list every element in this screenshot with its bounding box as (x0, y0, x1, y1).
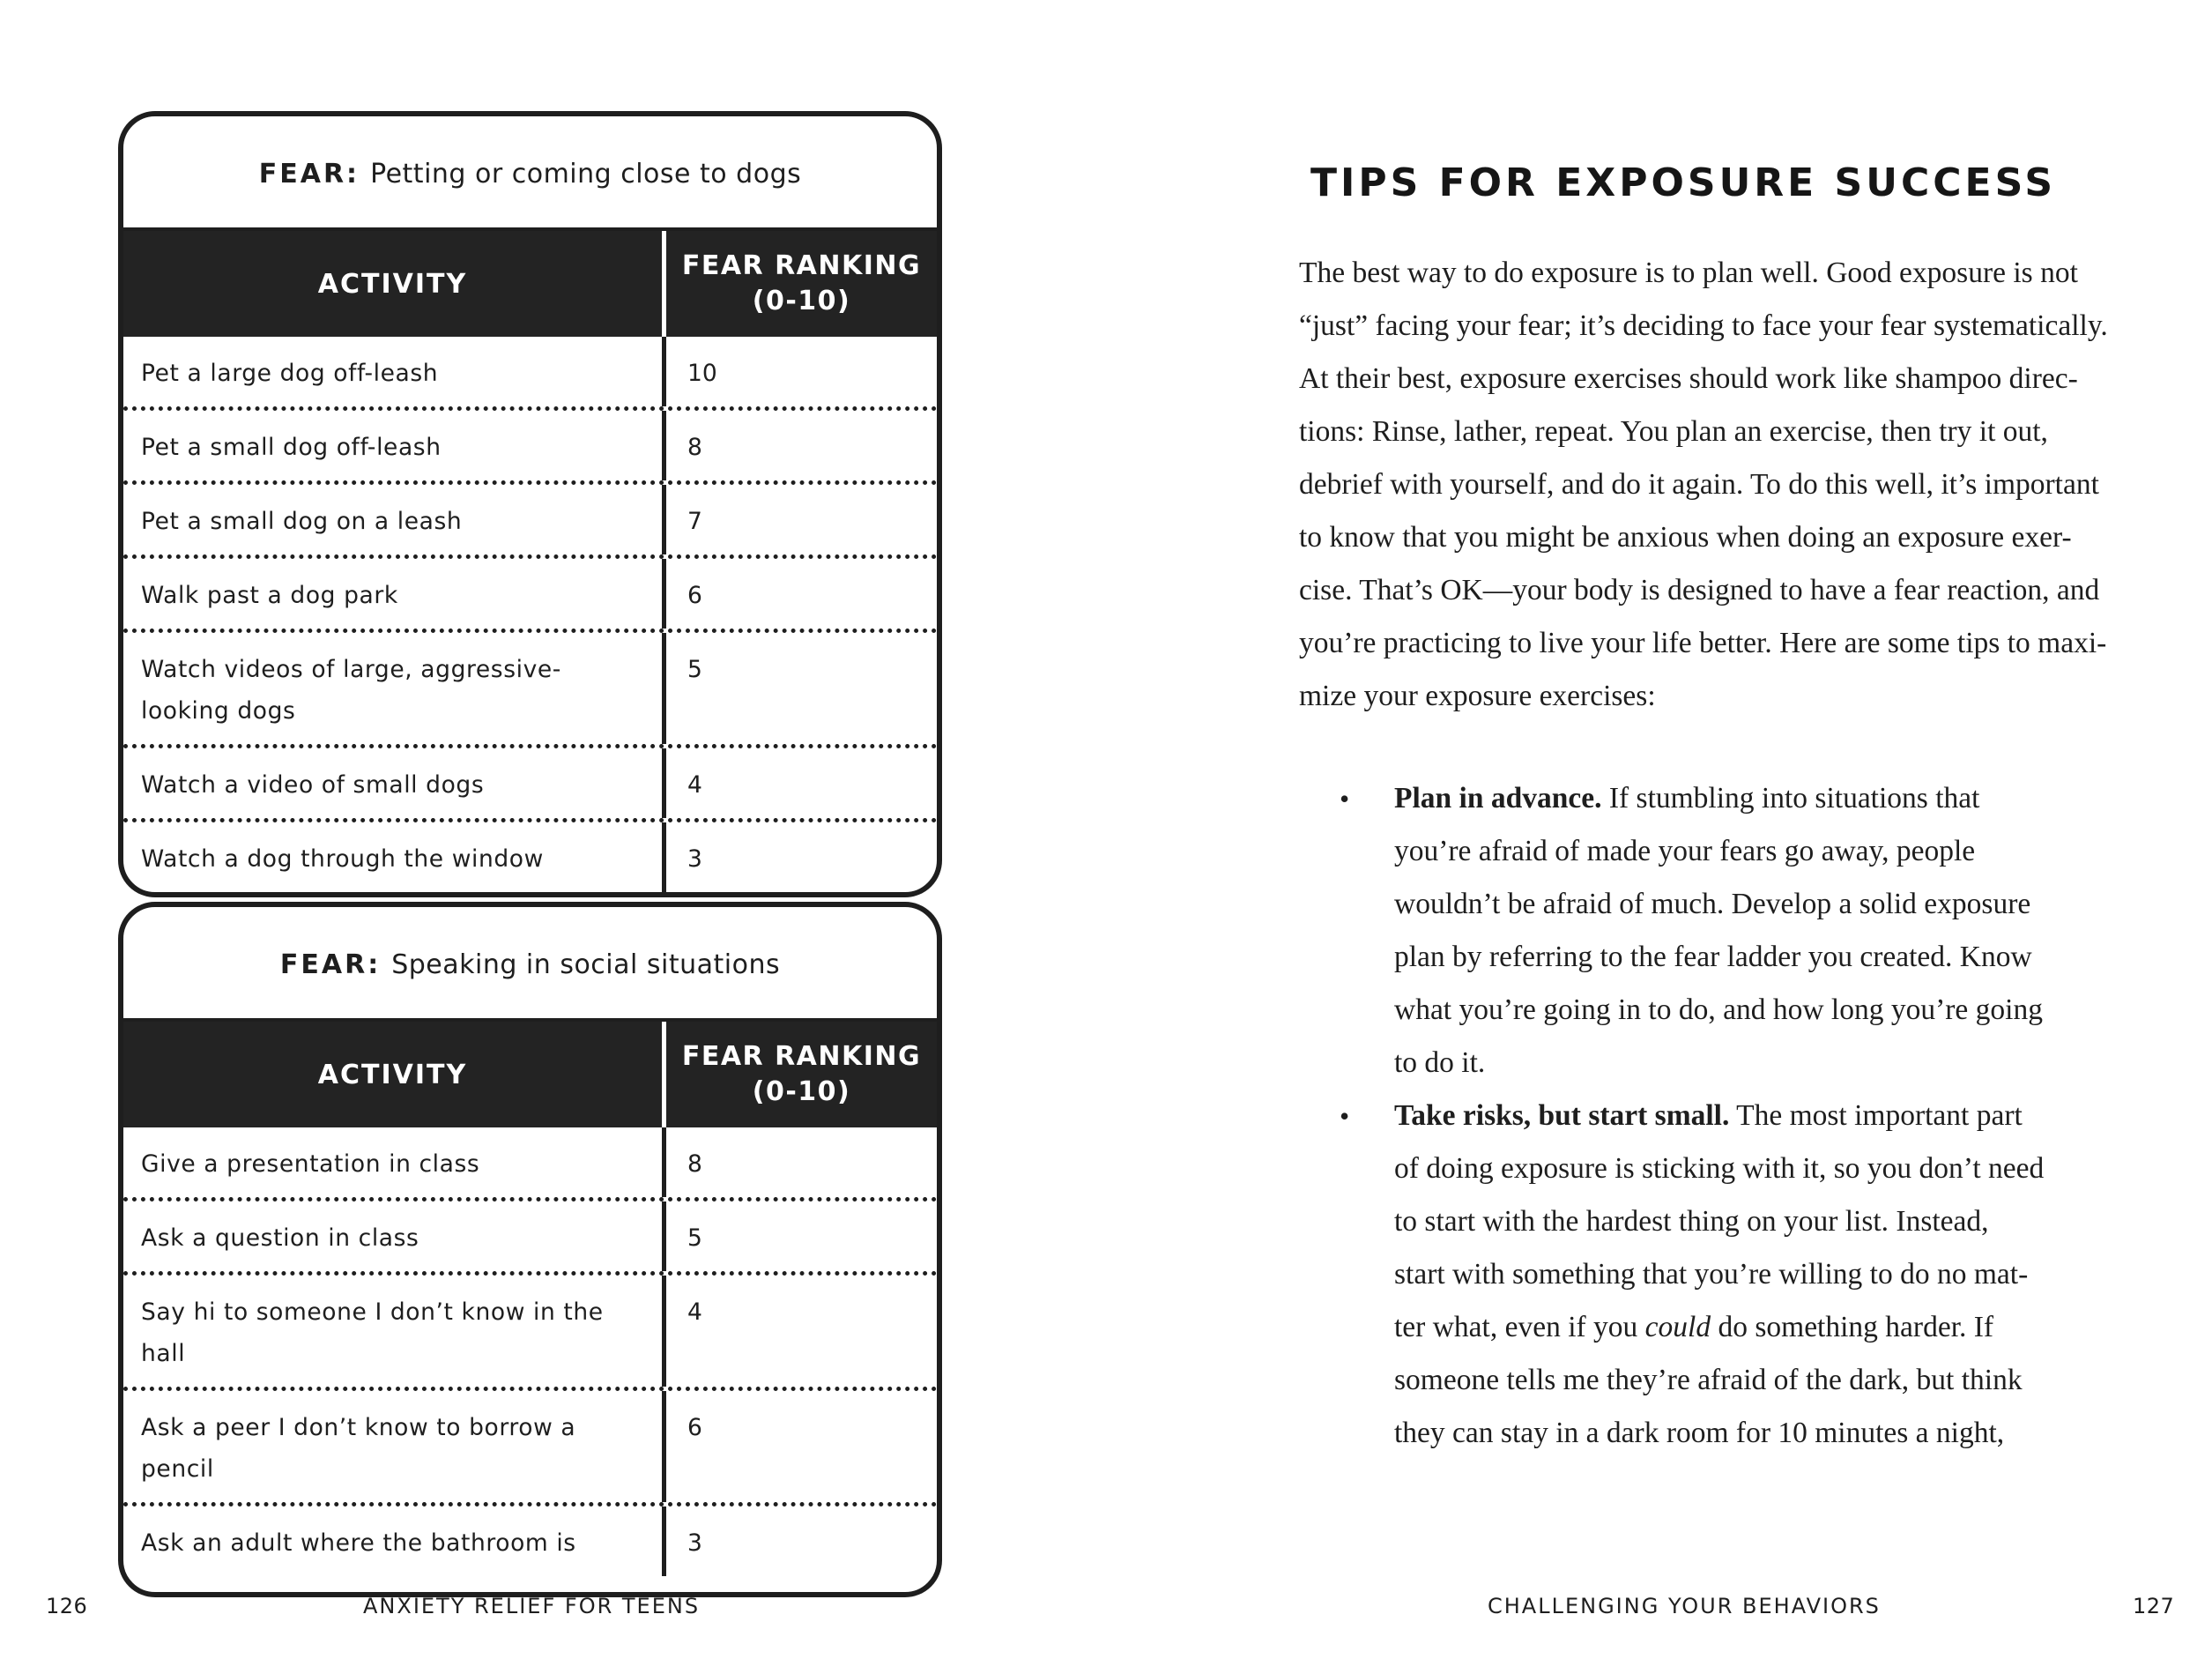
activity-cell (123, 633, 666, 744)
tips-list (1340, 772, 2062, 1460)
table-row (123, 1201, 937, 1276)
table-row (123, 748, 937, 822)
rank-cell: 5 (687, 656, 702, 683)
bullet-line: plan by referring to the fear ladder you created. Know (1394, 941, 2032, 973)
rank-cell: 6 (687, 1414, 702, 1441)
activity-cell: Say hi to someone I don’t know in the hall (123, 1276, 666, 1387)
activity-cell: Walk past a dog park (123, 559, 666, 629)
list-item (1340, 772, 2062, 1090)
table-row (123, 411, 937, 485)
bullet-line: of doing exposure is sticking with it, so you don’t need (1394, 1152, 2045, 1185)
fear-description: Petting or coming close to dogs (370, 158, 802, 190)
fear-ranking-label: FEAR RANKING (681, 1041, 922, 1072)
bullet-line: someone tells me they’re afraid of the dark, but think (1394, 1364, 2023, 1396)
column-header-fear-ranking (666, 231, 937, 337)
paragraph-line: “just” facing your fear; it’s deciding to face your fear systematically. (1299, 309, 2108, 342)
table-row (123, 822, 937, 892)
bullet-line (1394, 1090, 2062, 1142)
activity-cell: Give a presentation in class (123, 1127, 666, 1197)
column-header-activity: ACTIVITY (123, 1022, 666, 1127)
bullet-icon: • (1340, 1100, 1350, 1132)
tip-text: ter what, even if you (1394, 1311, 1645, 1343)
fear-ranking-scale: (0-10) (752, 286, 851, 316)
fear-ladder-card-dogs (118, 111, 942, 897)
rank-cell: 10 (687, 360, 717, 387)
table-body (123, 1127, 937, 1592)
fear-description: Speaking in social situations (391, 949, 781, 980)
bullet-line: wouldn’t be afraid of much. Develop a solid exposure (1394, 888, 2031, 920)
table-row (123, 633, 937, 748)
rank-cell: 7 (687, 508, 702, 535)
paragraph-line: to know that you might be anxious when doing an exposure exer- (1299, 521, 2072, 554)
table-header (123, 231, 937, 337)
table-row (123, 485, 937, 559)
paragraph-line: cise. That’s OK—your body is designed to have a fear reaction, and (1299, 574, 2100, 606)
table-row (123, 1127, 937, 1201)
rank-cell: 3 (687, 845, 702, 873)
activity-cell: Pet a large dog off-leash (123, 337, 666, 406)
rank-cell: 6 (687, 582, 702, 609)
tip-text: do something harder. If (1711, 1311, 1994, 1343)
right-page-number: 127 (2133, 1594, 2175, 1618)
intro-paragraph (1299, 247, 2108, 723)
paragraph-line: The best way to do exposure is to plan well. Good exposure is not (1299, 257, 2078, 289)
table-header (123, 1022, 937, 1127)
column-header-activity: ACTIVITY (123, 231, 666, 337)
table-body (123, 337, 937, 892)
fear-ranking-label: FEAR RANKING (681, 250, 922, 281)
bullet-line: start with something that you’re willing to do no mat- (1394, 1258, 2029, 1291)
paragraph-line: debrief with yourself, and do it again. To do this well, it’s important (1299, 468, 2099, 501)
paragraph-line: you’re practicing to live your life better. Here are some tips to maxi- (1299, 627, 2107, 659)
fear-ranking-scale: (0-10) (752, 1076, 851, 1107)
rank-cell: 5 (687, 1224, 702, 1252)
table-row (123, 1506, 937, 1592)
left-page-number: 126 (46, 1594, 88, 1618)
bullet-line: to start with the hardest thing on your list. Instead, (1394, 1205, 1989, 1238)
tip-title: Plan in advance. (1394, 782, 1602, 815)
left-running-title: ANXIETY RELIEF FOR TEENS (363, 1594, 701, 1618)
fear-label: FEAR: (258, 158, 360, 190)
activity-cell: Ask an adult where the bathroom is (123, 1506, 666, 1576)
bullet-icon: • (1340, 783, 1350, 815)
rank-cell: 4 (687, 1298, 702, 1326)
activity-cell: Ask a question in class (123, 1201, 666, 1271)
table-row (123, 559, 937, 633)
activity-cell: Pet a small dog off-leash (123, 411, 666, 480)
rank-cell: 3 (687, 1529, 702, 1557)
bullet-line (1394, 772, 2062, 825)
bullet-line (1394, 1301, 2062, 1354)
activity-cell: Watch a dog through the window (123, 822, 666, 892)
paragraph-line: mize your exposure exercises: (1299, 680, 1656, 712)
emphasis-text: could (1644, 1311, 1711, 1343)
activity-cell: Watch a video of small dogs (123, 748, 666, 818)
fear-label: FEAR: (279, 949, 382, 980)
section-heading: TIPS FOR EXPOSURE SUCCESS (1310, 160, 2057, 205)
activity-text-line: Watch videos of large, aggressive- (141, 656, 561, 683)
bullet-line: they can stay in a dark room for 10 minutes a night, (1394, 1417, 2005, 1449)
card-title (123, 116, 937, 231)
bullet-line: what you’re going in to do, and how long you’re going (1394, 993, 2043, 1026)
column-header-fear-ranking (666, 1022, 937, 1127)
tip-text: If stumbling into situations that (1601, 782, 1980, 815)
activity-cell: Pet a small dog on a leash (123, 485, 666, 554)
activity-text-line: looking dogs (141, 697, 296, 725)
paragraph-line: At their best, exposure exercises should work like shampoo direc- (1299, 362, 2078, 395)
activity-cell: Ask a peer I don’t know to borrow a pencil (123, 1391, 666, 1502)
table-row (123, 337, 937, 411)
card-title (123, 907, 937, 1022)
table-row (123, 1391, 937, 1506)
list-item (1340, 1090, 2062, 1460)
rank-cell: 4 (687, 771, 702, 799)
table-row (123, 1276, 937, 1391)
rank-cell: 8 (687, 434, 702, 461)
paragraph-line: tions: Rinse, lather, repeat. You plan an exercise, then try it out, (1299, 415, 2048, 448)
rank-cell: 8 (687, 1150, 702, 1178)
tip-title: Take risks, but start small. (1394, 1099, 1730, 1132)
right-running-title: CHALLENGING YOUR BEHAVIORS (1488, 1594, 1881, 1618)
tip-text: The most important part (1729, 1099, 2023, 1132)
fear-ladder-card-social (118, 902, 942, 1597)
bullet-line: you’re afraid of made your fears go away, people (1394, 835, 1976, 867)
bullet-line: to do it. (1394, 1046, 1486, 1079)
